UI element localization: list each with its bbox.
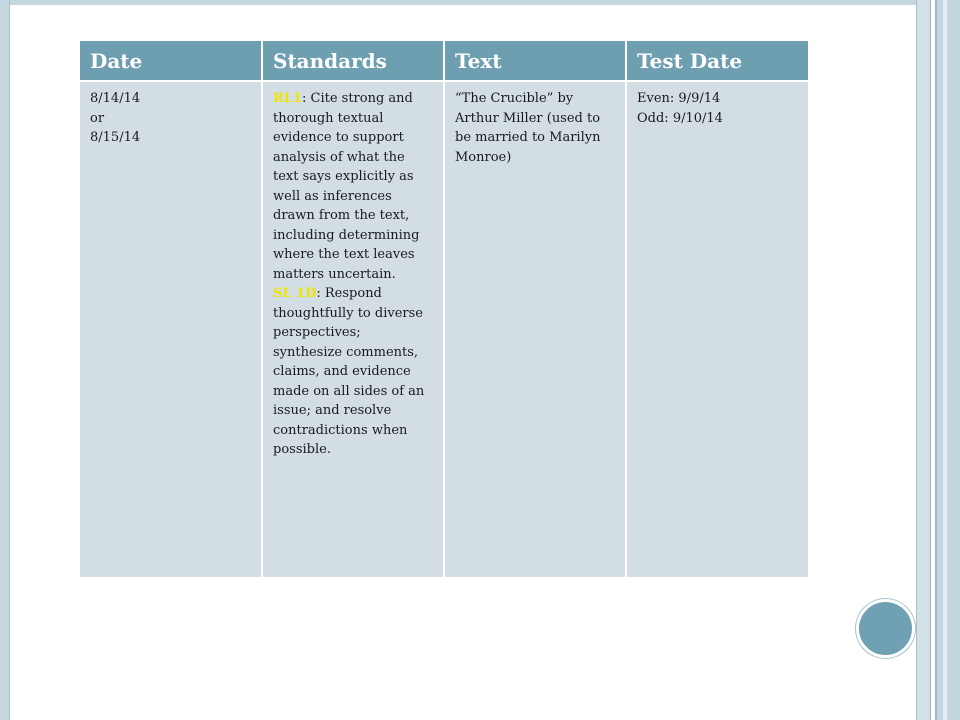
right-border-band — [936, 0, 960, 720]
header-test-date: Test Date — [626, 41, 808, 81]
standard-code: RL1 — [273, 91, 302, 106]
text-title: “The Crucible” by Arthur Miller (used to be married to Marilyn Monroe) — [455, 91, 601, 165]
table-header-row — [80, 41, 808, 81]
standard-entry — [273, 89, 433, 284]
test-date-line: Even: 9/9/14 — [637, 91, 721, 106]
standard-entry — [273, 284, 433, 460]
standards-cell — [262, 81, 444, 577]
standard-description: : Cite strong and thorough textual evidence to support analysis of what the text says explicitly as well as inferences drawn from the text, including determining where the text leaves matters uncertain. — [273, 91, 420, 282]
test-date-line: Odd: 9/10/14 — [637, 110, 723, 126]
right-border-band — [916, 0, 930, 720]
test-date-cell — [626, 81, 808, 577]
left-border-decoration — [0, 0, 10, 720]
standard-description: : Respond thoughtfully to diverse perspectives; synthesize comments, claims, and evidence made on all sides of an issue; and resolve contradictions when possible. — [273, 286, 425, 457]
header-standards: Standards — [262, 41, 444, 81]
text-cell — [444, 81, 626, 577]
header-date: Date — [80, 41, 262, 81]
date-line: 8/15/14 — [90, 130, 141, 145]
header-text: Text — [444, 41, 626, 81]
top-border-decoration — [10, 0, 916, 5]
date-line: 8/14/14 — [90, 91, 141, 106]
decorative-circle — [856, 599, 915, 658]
table-row — [80, 81, 808, 577]
standard-code: SL 1D — [273, 286, 317, 301]
date-line: or — [90, 110, 105, 126]
schedule-table — [80, 41, 808, 577]
date-cell — [80, 81, 262, 577]
